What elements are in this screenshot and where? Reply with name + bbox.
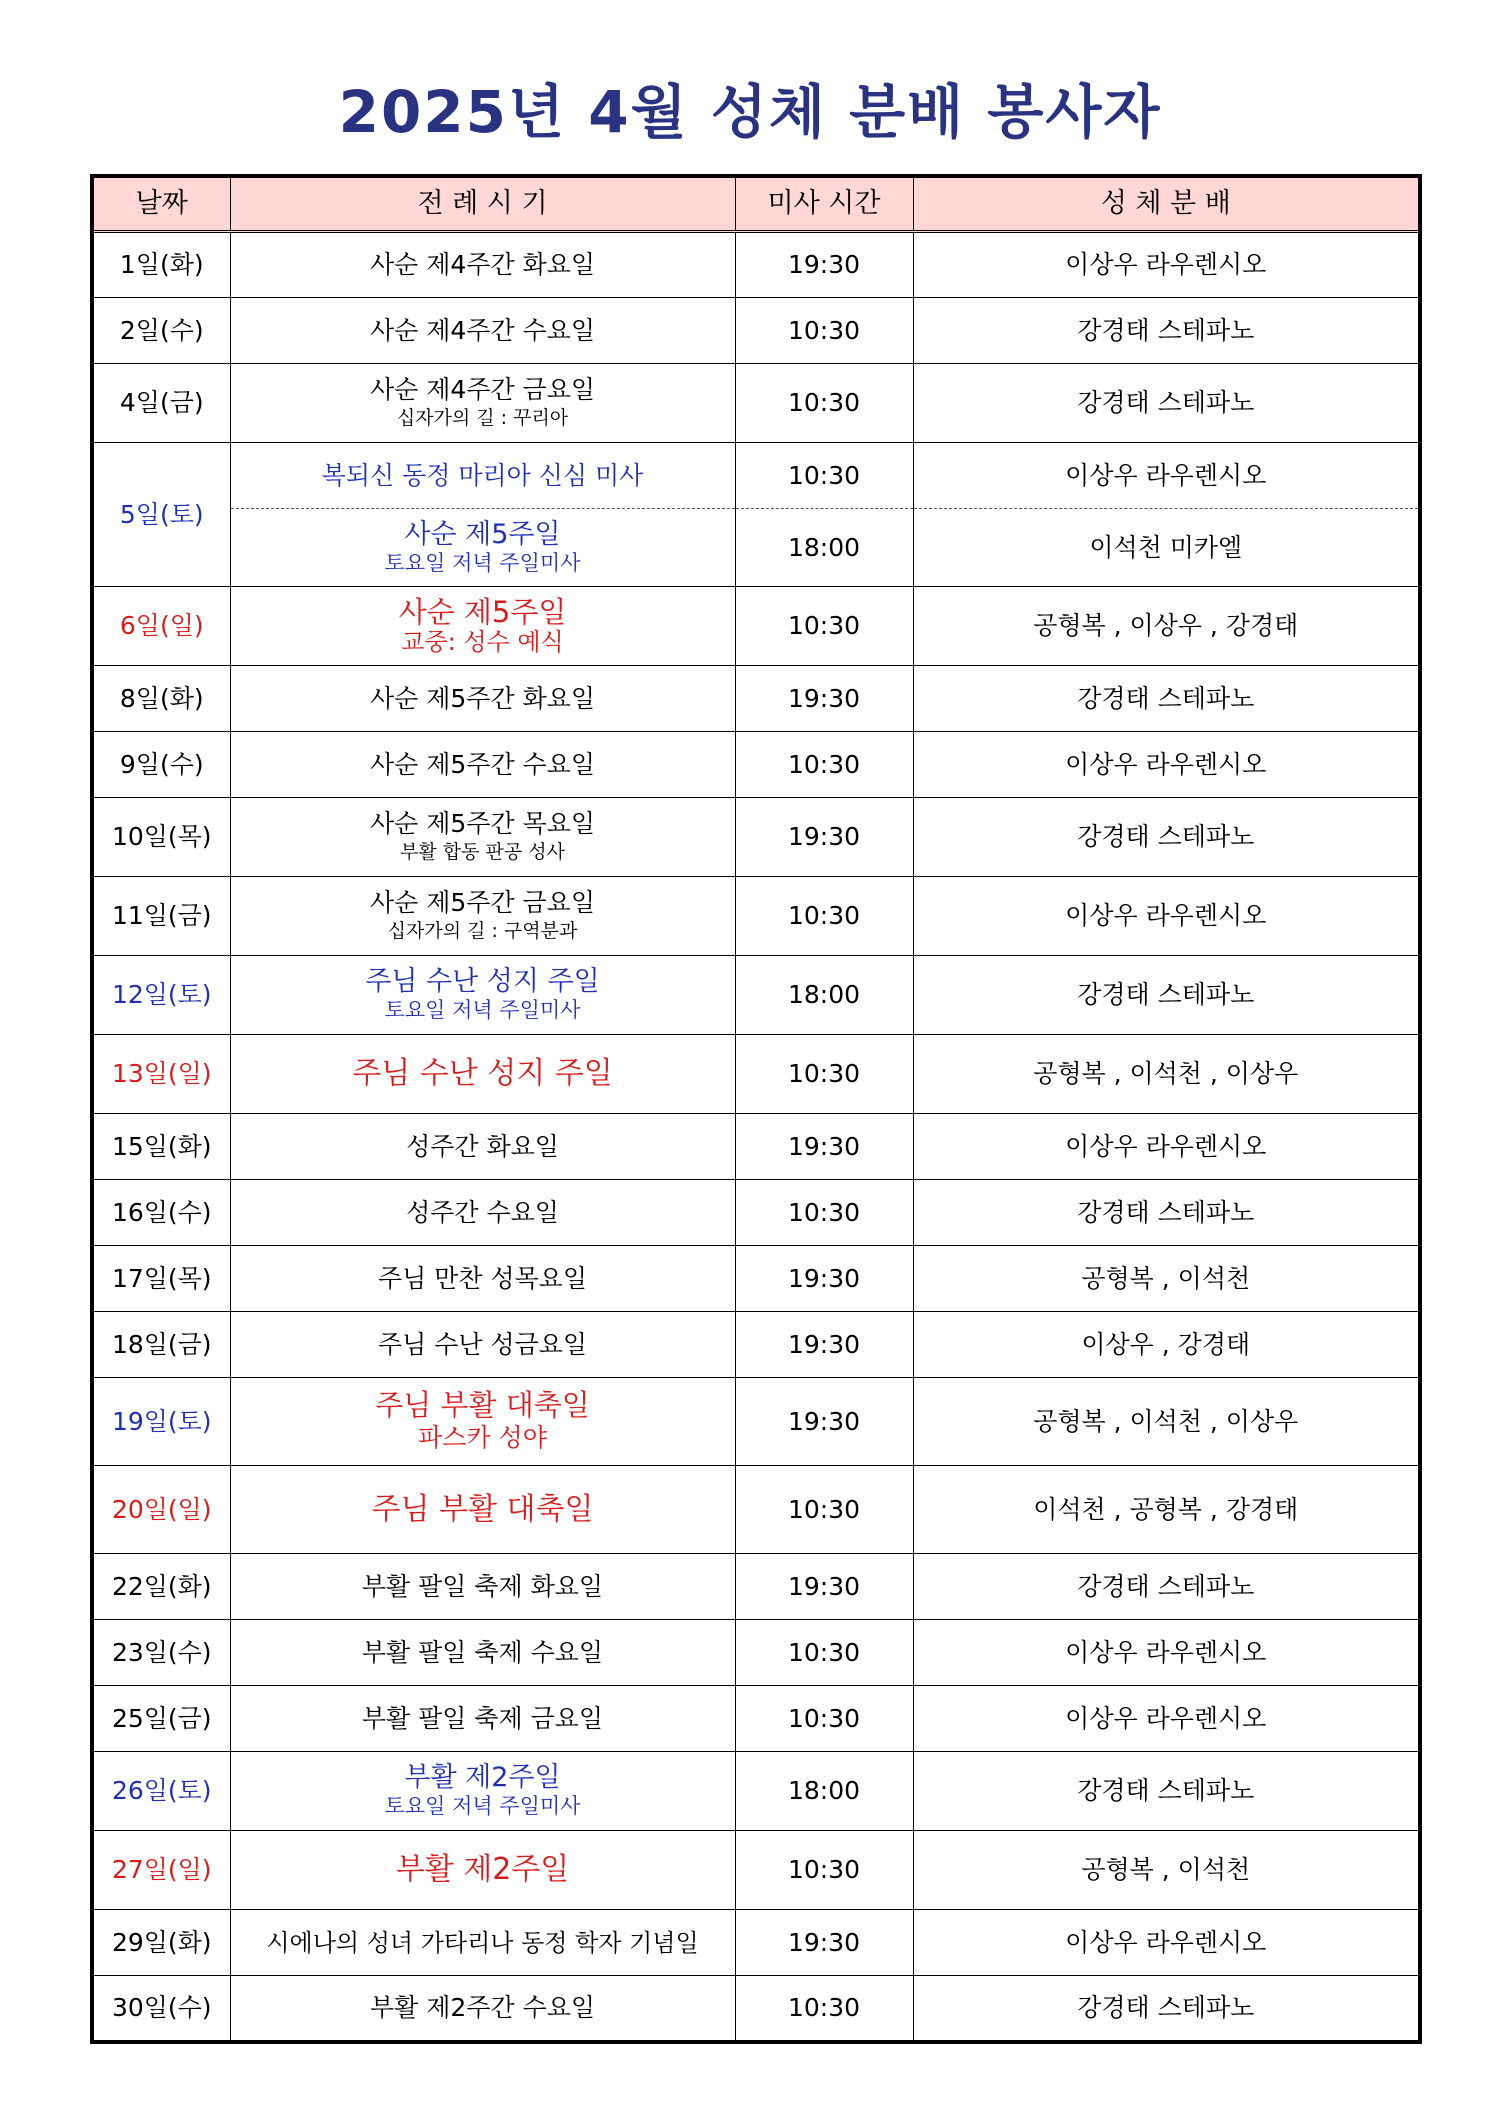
liturgy-main: 주님 수난 성지 주일 [365, 966, 600, 997]
servers-cell: 이상우 라우렌시오 [913, 877, 1420, 956]
servers-cell: 이상우 라우렌시오 [913, 732, 1420, 798]
liturgy-sub: 교중: 성수 예식 [401, 628, 564, 656]
liturgy-main: 사순 제5주일 [404, 518, 561, 550]
date-cell: 15일(화) [92, 1114, 230, 1180]
date-cell: 11일(금) [92, 877, 230, 956]
liturgy-sub: 십자가의 길 : 구역분과 [387, 920, 578, 942]
date-cell: 9일(수) [92, 732, 230, 798]
servers-cell: 강경태 스테파노 [913, 666, 1420, 732]
liturgy-cell [230, 509, 735, 587]
time-cell: 19:30 [735, 1554, 913, 1620]
servers-cell: 강경태 스테파노 [913, 1752, 1420, 1831]
date-cell: 22일(화) [92, 1554, 230, 1620]
table-row [92, 1831, 1420, 1910]
time-cell: 10:30 [735, 877, 913, 956]
date-cell: 29일(화) [92, 1910, 230, 1976]
date-cell: 8일(화) [92, 666, 230, 732]
liturgy-sub: 토요일 저녁 주일미사 [384, 998, 581, 1022]
time-cell: 19:30 [735, 1378, 913, 1466]
table-row [92, 232, 1420, 298]
date-cell: 5일(토) [92, 443, 230, 587]
liturgy-cell: 시에나의 성녀 가타리나 동정 학자 기념일 [230, 1910, 735, 1976]
date-cell: 17일(목) [92, 1246, 230, 1312]
table-row [92, 1686, 1420, 1752]
liturgy-cell: 부활 팔일 축제 금요일 [230, 1686, 735, 1752]
table-row [92, 443, 1420, 509]
time-cell: 10:30 [735, 1686, 913, 1752]
date-cell: 13일(일) [92, 1035, 230, 1114]
liturgy-cell: 사순 제5주간 화요일 [230, 666, 735, 732]
table-row [92, 1378, 1420, 1466]
time-cell: 19:30 [735, 666, 913, 732]
time-cell: 19:30 [735, 798, 913, 877]
table-row [92, 1620, 1420, 1686]
table-row [92, 1976, 1420, 2042]
time-cell: 18:00 [735, 956, 913, 1035]
table-row [92, 1910, 1420, 1976]
liturgy-main: 사순 제5주간 금요일 [370, 888, 595, 917]
liturgy-cell: 주님 수난 성금요일 [230, 1312, 735, 1378]
time-cell: 10:30 [735, 364, 913, 443]
header-servers: 성 체 분 배 [913, 176, 1420, 232]
table-row [92, 666, 1420, 732]
table-row [92, 1312, 1420, 1378]
time-cell: 19:30 [735, 1910, 913, 1976]
table-row [92, 509, 1420, 587]
servers-cell: 공형복 , 이석천 [913, 1246, 1420, 1312]
liturgy-sub: 십자가의 길 : 꾸리아 [396, 407, 569, 429]
table-row [92, 732, 1420, 798]
table-row [92, 877, 1420, 956]
time-cell: 19:30 [735, 1114, 913, 1180]
table-row [92, 1180, 1420, 1246]
time-cell: 19:30 [735, 1312, 913, 1378]
table-header-row [92, 176, 1420, 232]
servers-cell: 강경태 스테파노 [913, 364, 1420, 443]
time-cell: 19:30 [735, 1246, 913, 1312]
liturgy-cell [230, 587, 735, 666]
time-cell: 10:30 [735, 1180, 913, 1246]
servers-cell: 강경태 스테파노 [913, 298, 1420, 364]
time-cell: 10:30 [735, 1831, 913, 1910]
liturgy-cell [230, 798, 735, 877]
servers-cell: 강경태 스테파노 [913, 1976, 1420, 2042]
time-cell: 19:30 [735, 232, 913, 298]
liturgy-cell: 사순 제4주간 화요일 [230, 232, 735, 298]
servers-cell: 이석천 미카엘 [913, 509, 1420, 587]
servers-cell: 공형복 , 이상우 , 강경태 [913, 587, 1420, 666]
schedule-table [90, 174, 1422, 2044]
header-date: 날짜 [92, 176, 230, 232]
date-cell: 6일(일) [92, 587, 230, 666]
liturgy-cell [230, 956, 735, 1035]
table-row [92, 587, 1420, 666]
time-cell: 10:30 [735, 1466, 913, 1554]
date-cell: 20일(일) [92, 1466, 230, 1554]
header-time: 미사 시간 [735, 176, 913, 232]
servers-cell: 공형복 , 이석천 , 이상우 [913, 1035, 1420, 1114]
servers-cell: 이상우 , 강경태 [913, 1312, 1420, 1378]
time-cell: 10:30 [735, 1035, 913, 1114]
liturgy-cell [230, 1752, 735, 1831]
page-title: 2025년 4월 성체 분배 봉사자 [338, 78, 1162, 146]
header-liturgy: 전 례 시 기 [230, 176, 735, 232]
liturgy-main: 사순 제5주일 [398, 595, 567, 629]
time-cell: 10:30 [735, 1976, 913, 2042]
date-cell: 27일(일) [92, 1831, 230, 1910]
servers-cell: 이상우 라우렌시오 [913, 1910, 1420, 1976]
servers-cell: 공형복 , 이석천 [913, 1831, 1420, 1910]
liturgy-cell: 주님 수난 성지 주일 [230, 1035, 735, 1114]
table-row [92, 1752, 1420, 1831]
date-cell: 10일(목) [92, 798, 230, 877]
date-cell: 19일(토) [92, 1378, 230, 1466]
liturgy-cell: 성주간 수요일 [230, 1180, 735, 1246]
servers-cell: 이상우 라우렌시오 [913, 443, 1420, 509]
date-cell: 1일(화) [92, 232, 230, 298]
liturgy-cell: 주님 만찬 성목요일 [230, 1246, 735, 1312]
liturgy-main: 부활 제2주일 [404, 1762, 561, 1793]
time-cell: 10:30 [735, 298, 913, 364]
time-cell: 18:00 [735, 509, 913, 587]
liturgy-cell: 부활 팔일 축제 화요일 [230, 1554, 735, 1620]
table-row [92, 1554, 1420, 1620]
liturgy-cell [230, 1378, 735, 1466]
servers-cell: 공형복 , 이석천 , 이상우 [913, 1378, 1420, 1466]
servers-cell: 이상우 라우렌시오 [913, 232, 1420, 298]
servers-cell: 이상우 라우렌시오 [913, 1114, 1420, 1180]
liturgy-sub: 토요일 저녁 주일미사 [384, 550, 581, 575]
servers-cell: 이상우 라우렌시오 [913, 1620, 1420, 1686]
liturgy-main: 사순 제4주간 금요일 [370, 375, 595, 404]
table-row [92, 364, 1420, 443]
table-row [92, 956, 1420, 1035]
servers-cell: 강경태 스테파노 [913, 798, 1420, 877]
servers-cell: 강경태 스테파노 [913, 956, 1420, 1035]
table-row [92, 1466, 1420, 1554]
time-cell: 18:00 [735, 1752, 913, 1831]
date-cell: 16일(수) [92, 1180, 230, 1246]
table-row [92, 1246, 1420, 1312]
liturgy-cell: 부활 제2주간 수요일 [230, 1976, 735, 2042]
table-row [92, 1035, 1420, 1114]
liturgy-sub: 토요일 저녁 주일미사 [384, 1794, 581, 1818]
date-cell: 12일(토) [92, 956, 230, 1035]
date-cell: 18일(금) [92, 1312, 230, 1378]
liturgy-cell: 부활 팔일 축제 수요일 [230, 1620, 735, 1686]
liturgy-main: 사순 제5주간 목요일 [370, 809, 595, 838]
time-cell: 10:30 [735, 587, 913, 666]
table-row [92, 298, 1420, 364]
liturgy-cell [230, 877, 735, 956]
date-cell: 2일(수) [92, 298, 230, 364]
date-cell: 23일(수) [92, 1620, 230, 1686]
servers-cell: 이석천 , 공형복 , 강경태 [913, 1466, 1420, 1554]
time-cell: 10:30 [735, 732, 913, 798]
liturgy-sub: 부활 합동 판공 성사 [400, 841, 565, 863]
time-cell: 10:30 [735, 443, 913, 509]
table-row [92, 798, 1420, 877]
liturgy-cell: 주님 부활 대축일 [230, 1466, 735, 1554]
servers-cell: 강경태 스테파노 [913, 1554, 1420, 1620]
liturgy-sub: 파스카 성야 [418, 1422, 547, 1452]
liturgy-cell: 부활 제2주일 [230, 1831, 735, 1910]
date-cell: 30일(수) [92, 1976, 230, 2042]
servers-cell: 이상우 라우렌시오 [913, 1686, 1420, 1752]
liturgy-cell: 복되신 동정 마리아 신심 미사 [230, 443, 735, 509]
date-cell: 25일(금) [92, 1686, 230, 1752]
servers-cell: 강경태 스테파노 [913, 1180, 1420, 1246]
liturgy-cell: 사순 제4주간 수요일 [230, 298, 735, 364]
liturgy-main: 주님 부활 대축일 [375, 1387, 590, 1422]
table-row [92, 1114, 1420, 1180]
time-cell: 10:30 [735, 1620, 913, 1686]
liturgy-cell: 성주간 화요일 [230, 1114, 735, 1180]
date-cell: 26일(토) [92, 1752, 230, 1831]
date-cell: 4일(금) [92, 364, 230, 443]
liturgy-cell: 사순 제5주간 수요일 [230, 732, 735, 798]
liturgy-cell [230, 364, 735, 443]
